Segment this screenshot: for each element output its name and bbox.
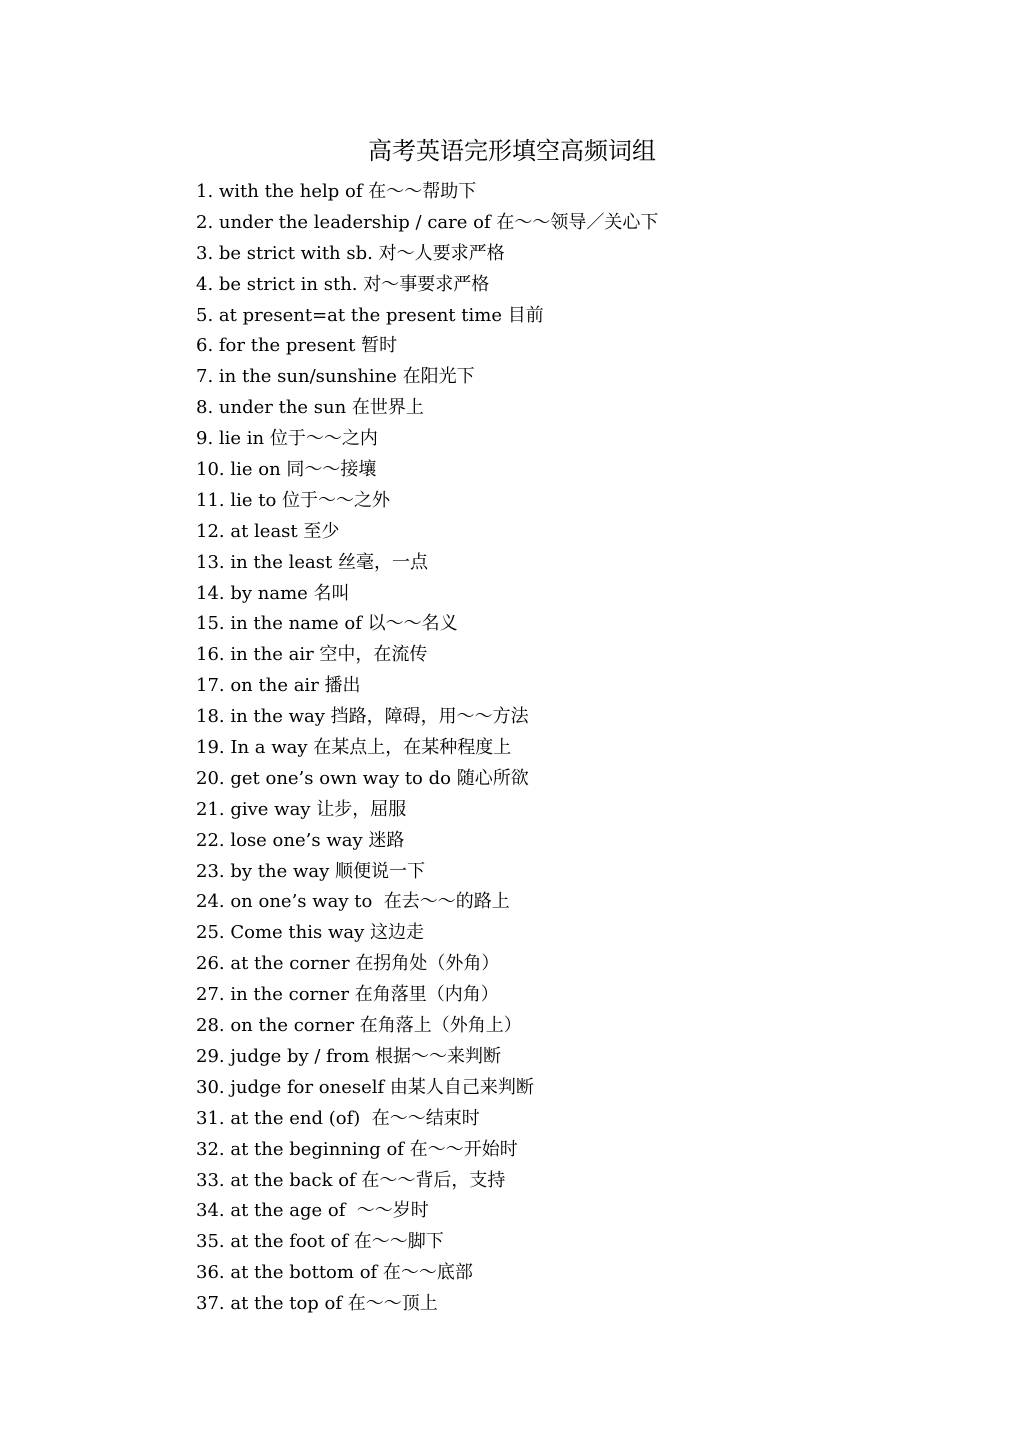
phrase-item: 3. be strict with sb. 对～人要求严格 — [196, 242, 505, 264]
phrase-item: 4. be strict in sth. 对～事要求严格 — [196, 273, 490, 295]
phrase-item: 18. in the way 挡路，障碍，用～～方法 — [196, 706, 529, 728]
phrase-item: 34. at the age of ～～岁时 — [196, 1200, 429, 1222]
phrase-item: 17. on the air 播出 — [196, 675, 361, 697]
phrase-item: 2. under the leadership / care of 在～～领导／关心下 — [196, 211, 659, 233]
phrase-item: 9. lie in 位于～～之内 — [196, 428, 378, 450]
phrase-item: 29. judge by / from 根据～～来判断 — [196, 1045, 502, 1067]
phrase-item: 25. Come this way 这边走 — [196, 922, 424, 944]
phrase-item: 21. give way 让步，屈服 — [196, 798, 407, 820]
phrase-item: 5. at present=at the present time 目前 — [196, 304, 544, 326]
phrase-item: 8. under the sun 在世界上 — [196, 397, 424, 419]
document-title: 高考英语完形填空高频词组 — [368, 137, 656, 165]
phrase-item: 30. judge for oneself 由某人自己来判断 — [196, 1076, 534, 1098]
phrase-item: 12. at least 至少 — [196, 520, 340, 542]
phrase-item: 36. at the bottom of 在～～底部 — [196, 1262, 473, 1284]
phrase-item: 22. lose one’s way 迷路 — [196, 829, 405, 851]
phrase-item: 1. with the help of 在～～帮助下 — [196, 181, 477, 202]
phrase-list — [196, 177, 976, 1320]
phrase-item: 23. by the way 顺便说一下 — [196, 860, 425, 882]
phrase-item: 6. for the present 暂时 — [196, 335, 398, 357]
phrase-item: 7. in the sun/sunshine 在阳光下 — [196, 366, 475, 388]
phrase-item: 26. at the corner 在拐角处（外角） — [196, 953, 500, 975]
phrase-item: 32. at the beginning of 在～～开始时 — [196, 1138, 518, 1160]
phrase-item: 16. in the air 空中，在流传 — [196, 644, 428, 666]
phrase-item: 35. at the foot of 在～～脚下 — [196, 1231, 444, 1253]
phrase-item: 19. In a way 在某点上，在某种程度上 — [196, 737, 512, 759]
phrase-item: 10. lie on 同～～接壤 — [196, 459, 377, 481]
phrase-item: 27. in the corner 在角落里（内角） — [196, 984, 499, 1006]
phrase-item: 24. on one’s way to 在去～～的路上 — [196, 891, 510, 913]
phrase-item: 28. on the corner 在角落上（外角上） — [196, 1015, 522, 1037]
phrase-item: 20. get one’s own way to do 随心所欲 — [196, 767, 529, 789]
phrase-item: 37. at the top of 在～～顶上 — [196, 1293, 438, 1315]
phrase-item: 13. in the least 丝毫，一点 — [196, 551, 428, 573]
phrase-item: 14. by name 名叫 — [196, 582, 350, 604]
phrase-item: 11. lie to 位于～～之外 — [196, 489, 391, 511]
phrase-item: 31. at the end (of) 在～～结束时 — [196, 1107, 480, 1129]
phrase-item: 33. at the back of 在～～背后，支持 — [196, 1169, 506, 1191]
phrase-item: 15. in the name of 以～～名义 — [196, 613, 458, 635]
